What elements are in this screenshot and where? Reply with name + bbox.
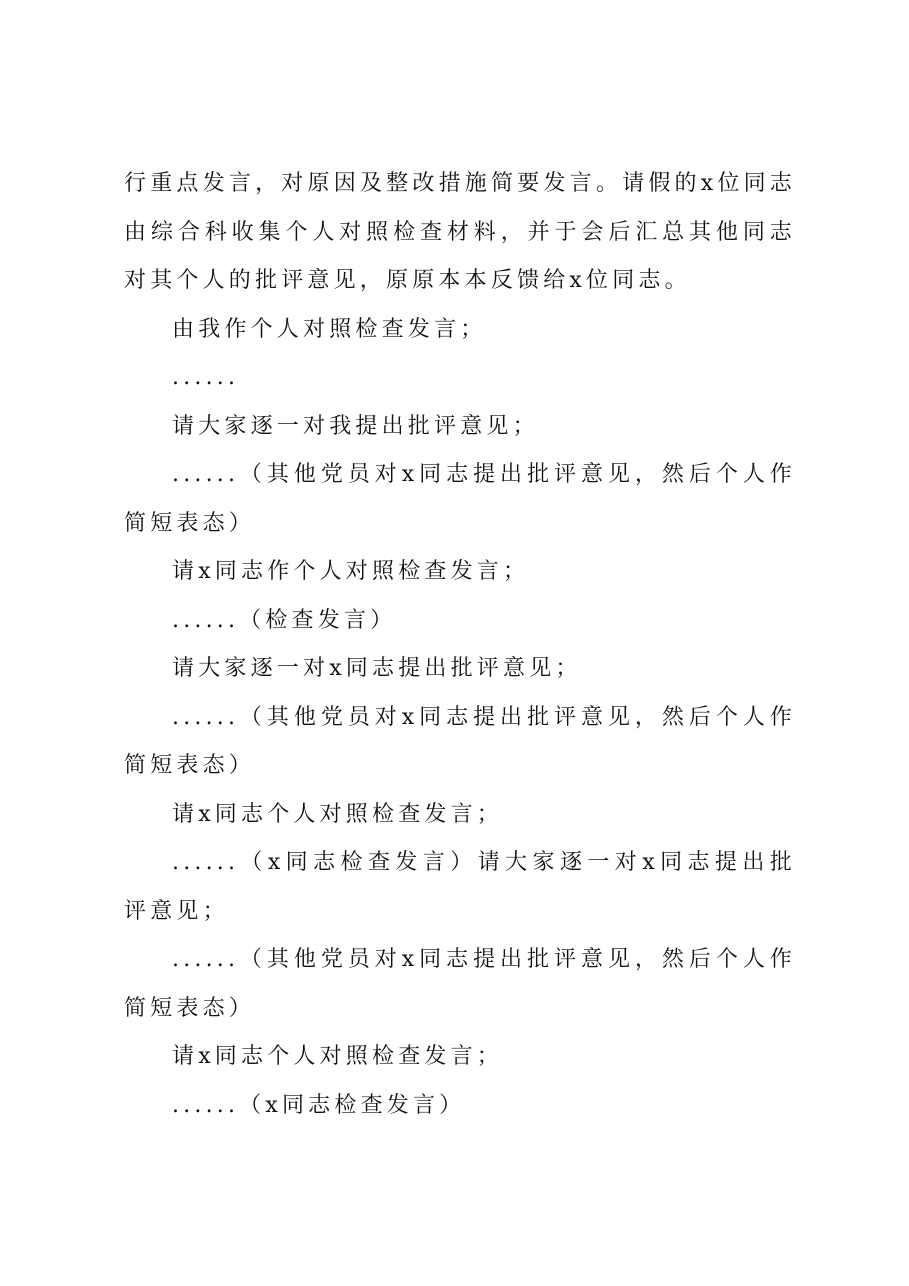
paragraph: 请大家逐一对x同志提出批评意见； xyxy=(172,656,582,681)
paragraph: 请x同志个人对照检查发言； xyxy=(172,1044,504,1069)
paragraph: ...... xyxy=(172,365,240,390)
paragraph: 请x同志个人对照检查发言； xyxy=(172,801,504,827)
paragraph: ......（其他党员对x同志提出批评意见，然后个人作简短表态） xyxy=(124,704,796,778)
paragraph: 由我作个人对照检查发言； xyxy=(172,316,487,342)
paragraph: 请大家逐一对我提出批评意见； xyxy=(172,413,539,439)
paragraph: 行重点发言，对原因及整改措施简要发言。请假的x位同志由综合科收集个人对照检查材料，并于会后汇总其他同志对其个人的批评意见，原原本本反馈给x位同志。 xyxy=(124,171,796,293)
paragraph: ......（x同志检查发言） xyxy=(172,1092,466,1118)
paragraph: ......（其他党员对x同志提出批评意见，然后个人作简短表态） xyxy=(124,947,796,1021)
paragraph: ......（检查发言） xyxy=(172,607,397,633)
paragraph: ......（x同志检查发言）请大家逐一对x同志提出批评意见； xyxy=(124,850,796,924)
document-body xyxy=(124,160,796,1130)
paragraph: ......（其他党员对x同志提出批评意见，然后个人作简短表态） xyxy=(124,462,796,536)
paragraph: 请x同志作个人对照检查发言； xyxy=(172,559,530,584)
